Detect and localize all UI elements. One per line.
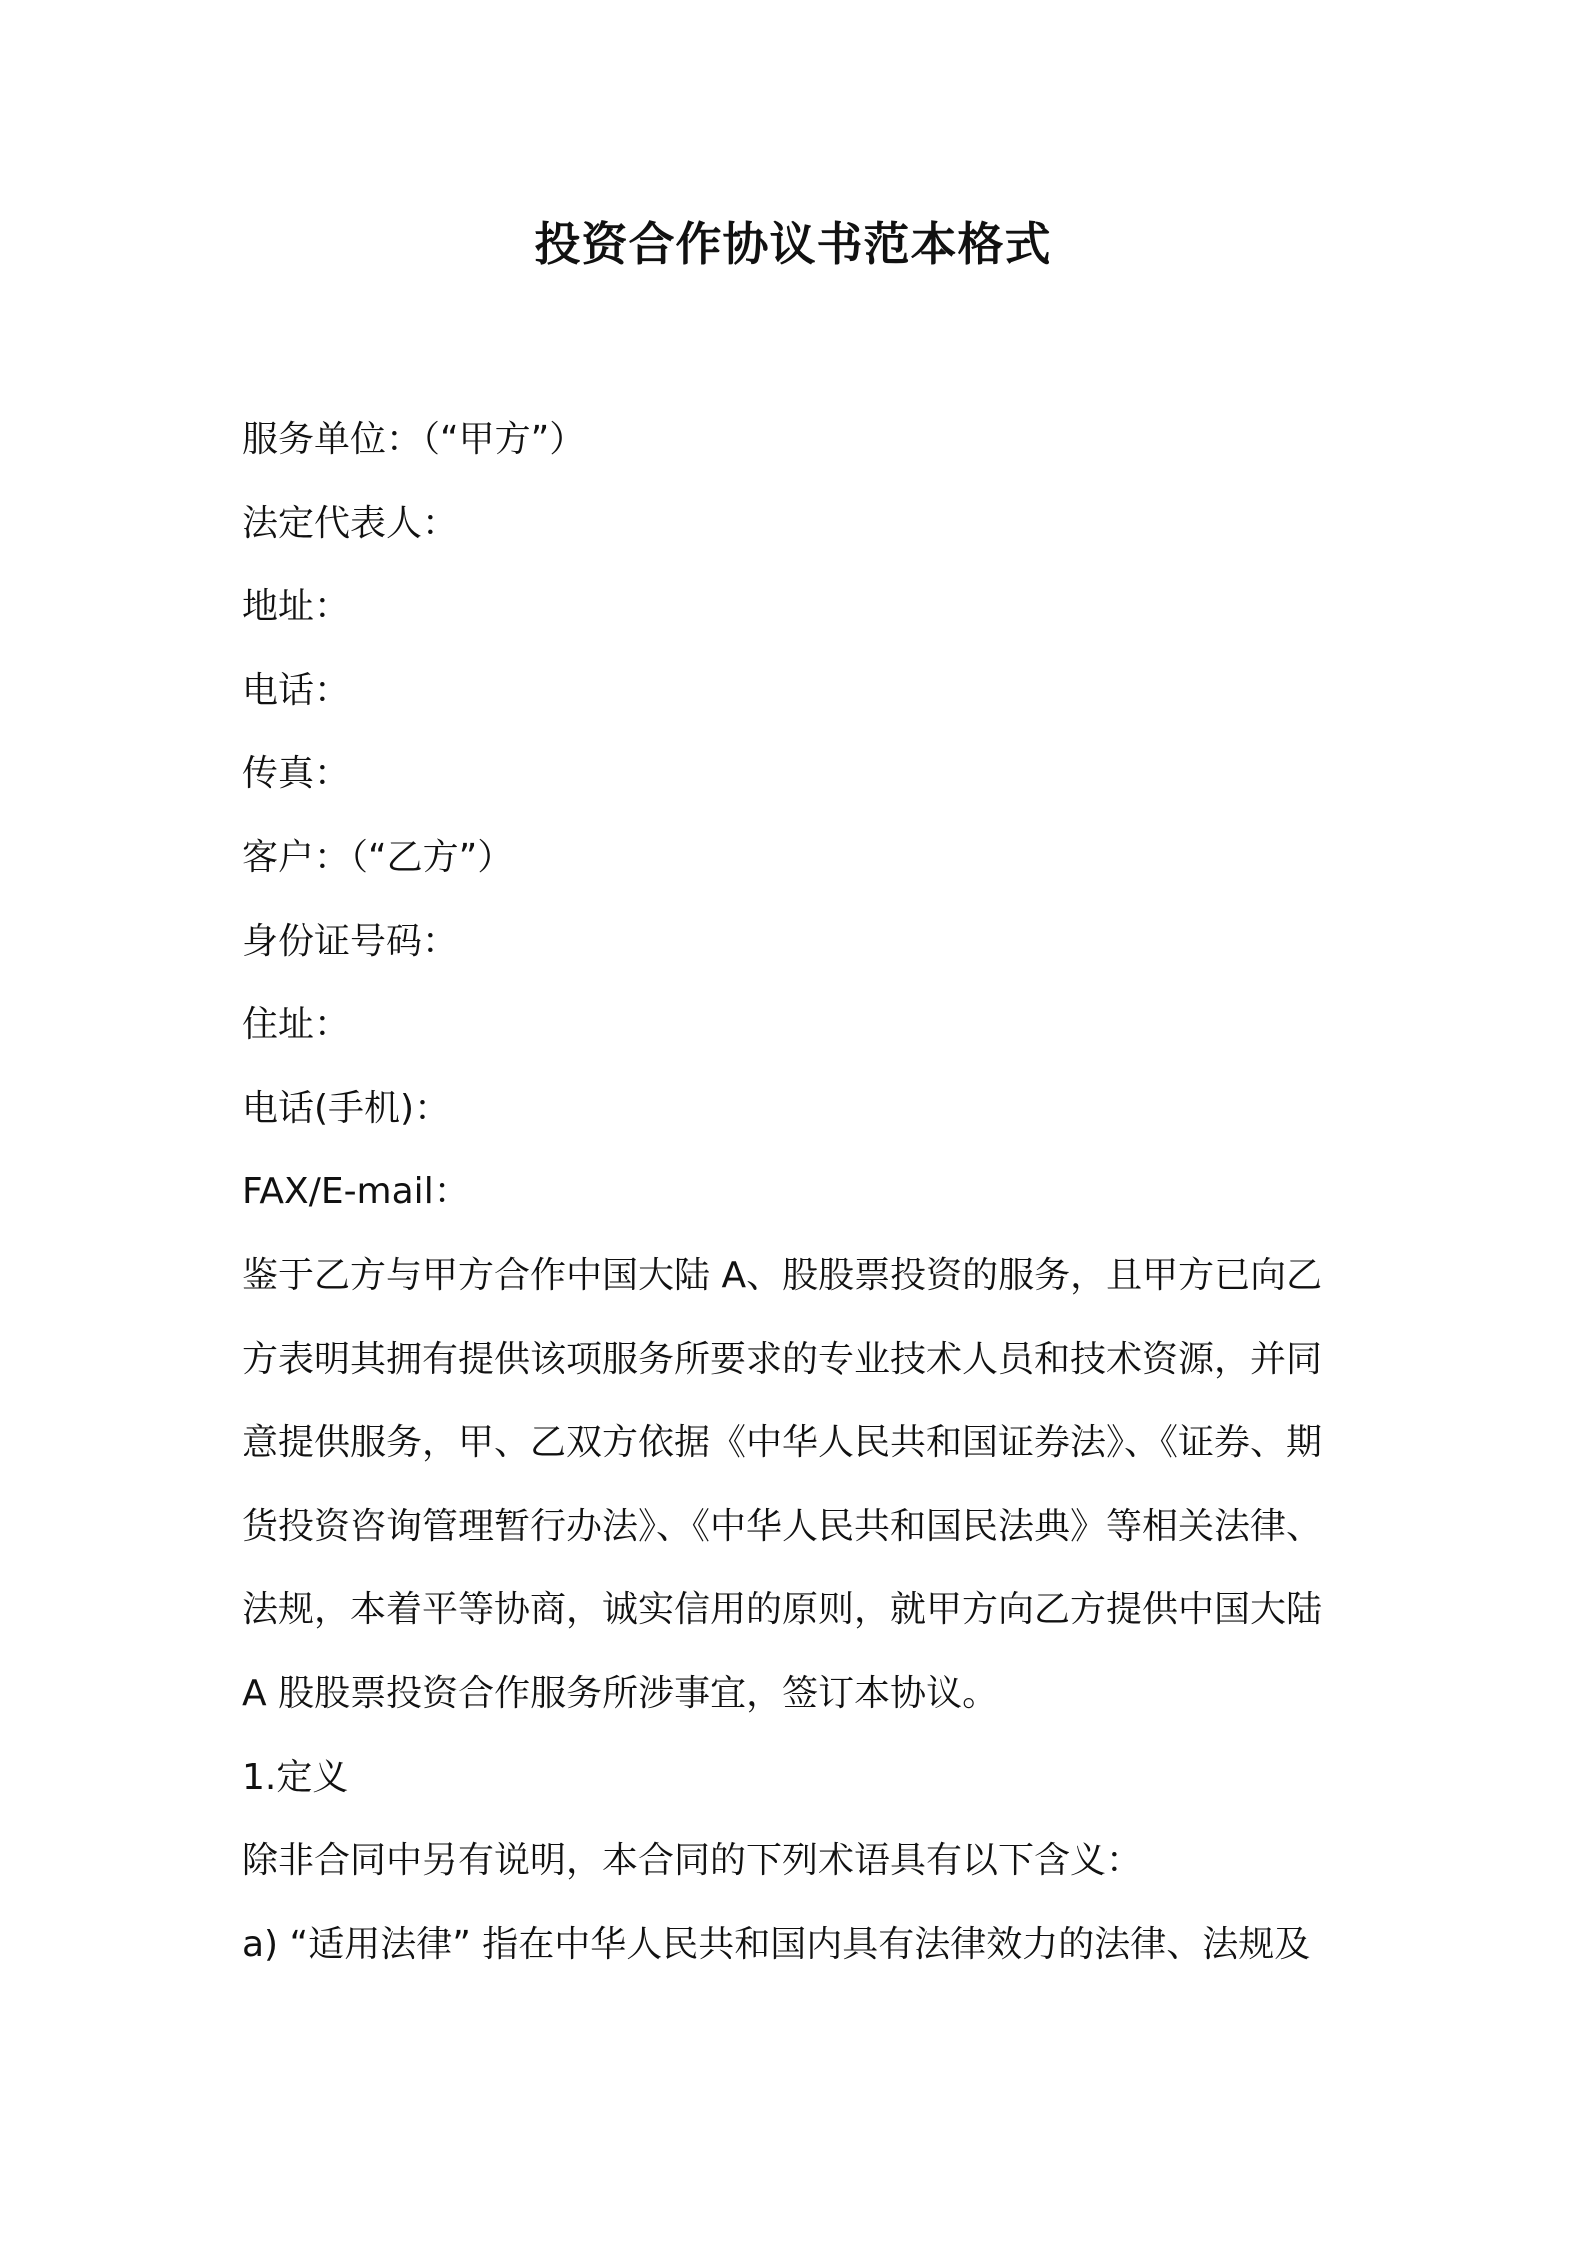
field-legal-representative: 法定代表人： <box>242 502 459 544</box>
document-body <box>242 398 1352 1986</box>
field-service-unit: 服务单位：（“甲方”） <box>242 419 586 460</box>
document-title: 投资合作协议书范本格式 <box>534 217 1052 271</box>
preamble-line: 方表明其拥有提供该项服务所要求的专业技术人员和技术资源，并同 <box>242 1338 1323 1380</box>
preamble-line: A 股股票投资合作服务所涉事宜，签订本协议。 <box>242 1672 999 1714</box>
field-fax-email: FAX/E-mail： <box>242 1171 470 1213</box>
field-phone: 电话： <box>242 669 351 711</box>
field-residence: 住址： <box>242 1004 351 1046</box>
section-heading: 1.定义 <box>242 1756 349 1798</box>
preamble-line: 货投资咨询管理暂行办法》、《中华人民共和国民法典》等相关法律、 <box>242 1505 1323 1547</box>
section-intro: 除非合同中另有说明，本合同的下列术语具有以下含义： <box>242 1840 1143 1882</box>
preamble-line: 鉴于乙方与甲方合作中国大陆 A、股股票投资的服务，且甲方已向乙 <box>242 1254 1323 1296</box>
field-id-number: 身份证号码： <box>242 920 459 962</box>
preamble-line: 法规，本着平等协商，诚实信用的原则，就甲方向乙方提供中国大陆 <box>242 1589 1323 1631</box>
field-client: 客户：（“乙方”） <box>242 836 514 878</box>
field-address: 地址： <box>242 586 351 628</box>
field-fax: 传真： <box>242 753 351 795</box>
field-mobile: 电话(手机)： <box>242 1087 451 1129</box>
definition-item: a) “适用法律” 指在中华人民共和国内具有法律效力的法律、法规及 <box>242 1923 1311 1965</box>
preamble-line: 意提供服务，甲、乙双方依据《中华人民共和国证券法》、《证券、期 <box>242 1422 1323 1464</box>
